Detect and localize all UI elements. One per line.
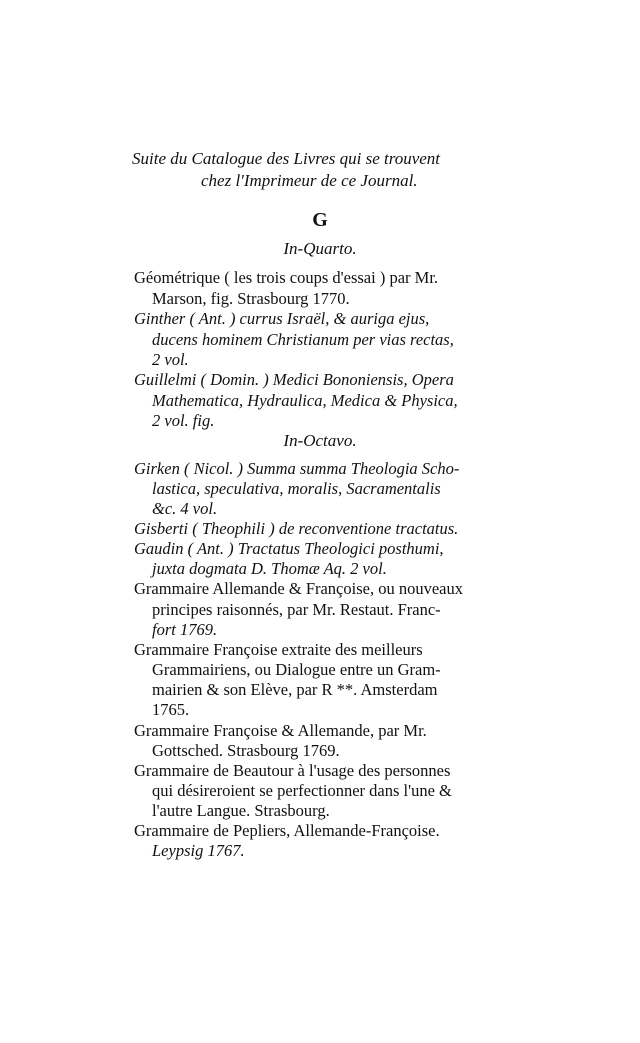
entry-11-line-2: Leypsig 1767. bbox=[152, 841, 245, 860]
entry-9-line-1: Grammaire Françoise & Allemande, par Mr. bbox=[134, 721, 427, 740]
entry-2-line-1: Ginther ( Ant. ) currus Israël, & auriga ejus, bbox=[134, 309, 430, 328]
entry-5-line-1: Gisberti ( Theophili ) de reconventione tractatus. bbox=[134, 519, 459, 538]
entry-10-line-1: Grammaire de Beautour à l'usage des personnes bbox=[134, 761, 451, 780]
entry-8-line-4: 1765. bbox=[152, 700, 190, 719]
entry-4-line-2: lastica, speculativa, moralis, Sacramentalis bbox=[152, 479, 441, 498]
entry-10-line-3: l'autre Langue. Strasbourg. bbox=[152, 801, 330, 820]
entry-6-line-2: juxta dogmata D. Thomæ Aq. 2 vol. bbox=[152, 559, 387, 578]
entry-7-line-2: principes raisonnés, par Mr. Restaut. Franc- bbox=[152, 600, 441, 619]
entry-11-line-1: Grammaire de Pepliers, Allemande-Françoise. bbox=[134, 821, 440, 840]
entry-3-line-3: 2 vol. fig. bbox=[152, 411, 215, 430]
header-line-1: Suite du Catalogue des Livres qui se trouvent bbox=[132, 149, 441, 168]
entry-7-line-3: fort 1769. bbox=[152, 620, 218, 639]
entry-2-line-3: 2 vol. bbox=[152, 350, 189, 369]
entry-1-line-1: Géométrique ( les trois coups d'essai ) par Mr. bbox=[134, 268, 439, 287]
entry-9-line-2: Gottsched. Strasbourg 1769. bbox=[152, 741, 340, 760]
entry-3-line-2: Mathematica, Hydraulica, Medica & Physica, bbox=[152, 391, 458, 410]
subheading-in-octavo: In-Octavo. bbox=[283, 431, 357, 450]
entry-8-line-1: Grammaire Françoise extraite des meilleurs bbox=[134, 640, 423, 659]
header-line-2: chez l'Imprimeur de ce Journal. bbox=[201, 171, 418, 190]
entry-10-line-2: qui désireroient se perfectionner dans l'une & bbox=[152, 781, 452, 800]
entry-2-line-2: ducens hominem Christianum per vias rectas, bbox=[152, 330, 454, 349]
entry-3-line-1: Guillelmi ( Domin. ) Medici Bononiensis, Opera bbox=[134, 370, 454, 389]
entry-8-line-2: Grammairiens, ou Dialogue entre un Gram- bbox=[152, 660, 441, 679]
entry-4-line-3: &c. 4 vol. bbox=[152, 499, 218, 518]
entry-1-line-2: Marson, fig. Strasbourg 1770. bbox=[152, 289, 350, 308]
section-letter: G bbox=[312, 209, 328, 231]
entry-4-line-1: Girken ( Nicol. ) Summa summa Theologia Scho- bbox=[134, 459, 460, 478]
entry-8-line-3: mairien & son Elève, par R **. Amsterdam bbox=[152, 680, 438, 699]
entry-6-line-1: Gaudin ( Ant. ) Tractatus Theologici posthumi, bbox=[134, 539, 444, 558]
subheading-in-quarto: In-Quarto. bbox=[283, 239, 357, 258]
entry-7-line-1: Grammaire Allemande & Françoise, ou nouveaux bbox=[134, 579, 463, 598]
